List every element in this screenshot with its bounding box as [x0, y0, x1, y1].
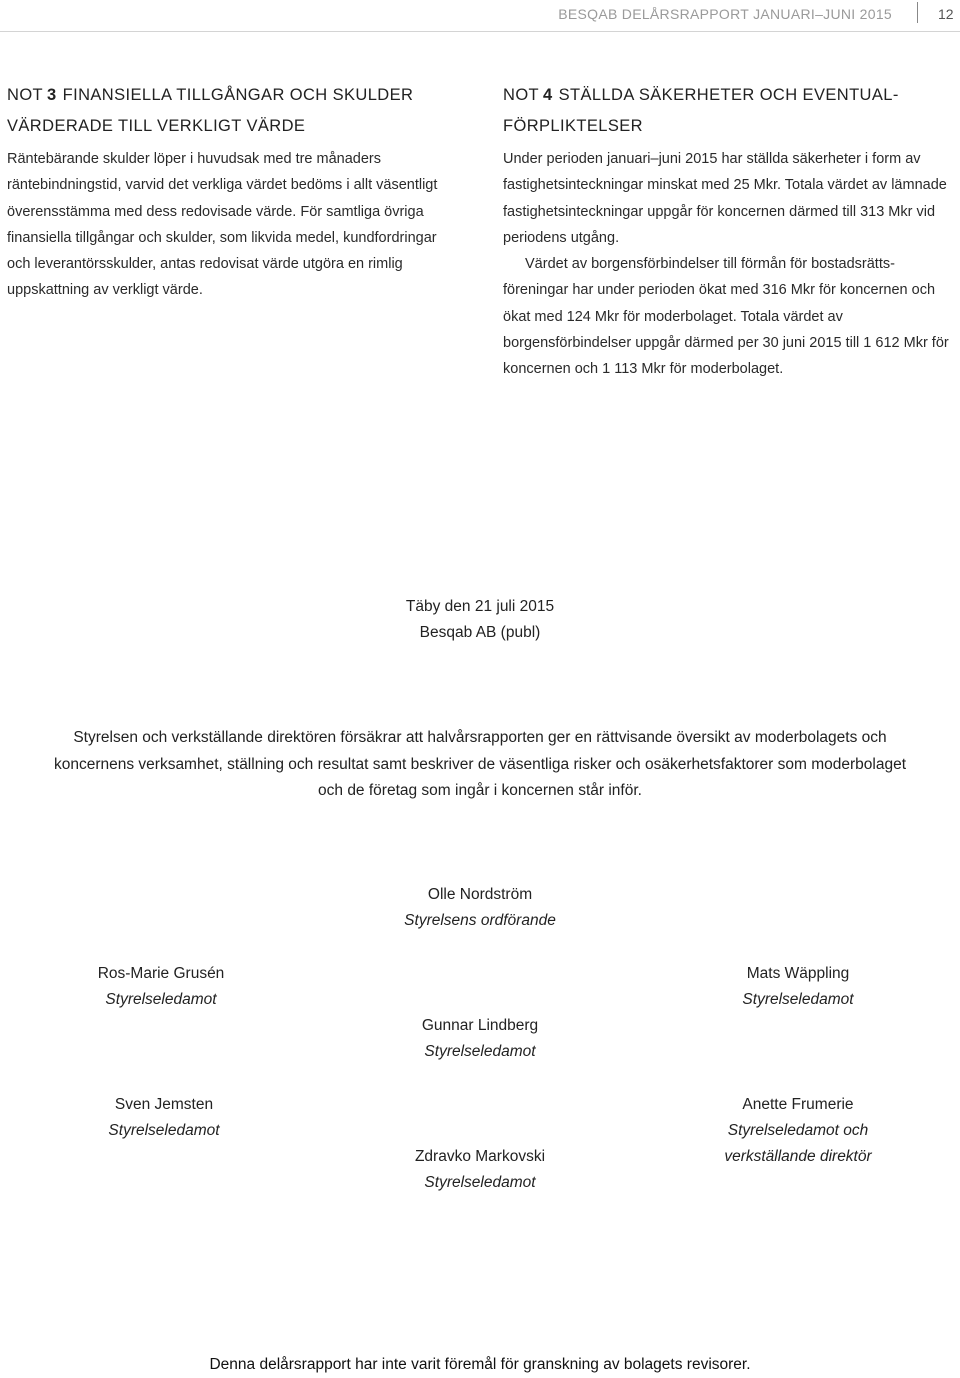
- audit-note: Denna delårsrapport har inte varit föremål för granskning av bolagets revisorer.: [209, 1356, 751, 1373]
- signatory-role: Styrelseledamot: [108, 1122, 220, 1139]
- signature-gunnar-lindberg: [350, 1013, 610, 1065]
- signature-chairman: [350, 882, 610, 934]
- signatory-name: Gunnar Lindberg: [421, 1017, 539, 1034]
- note-4-heading: [503, 80, 953, 142]
- note-4-paragraph-1: Under perioden januari–juni 2015 har ställda säkerheter i form av fastighetsinteckningar minskat med 25 Mkr. Totala värdet av lämnade fastighetsinteckningar uppgår för koncernen därmed till 313 Mkr vid periodens utgång.: [503, 151, 947, 246]
- signatory-name: Ros-Marie Grusén: [97, 965, 225, 982]
- note-3-number: 3: [47, 86, 57, 104]
- note-4-section: [503, 80, 953, 383]
- signatory-role: Styrelseledamot och verkställande direktör: [724, 1122, 872, 1165]
- signature-zdravko-markovski: [350, 1144, 610, 1196]
- signature-sven-jemsten: [34, 1092, 294, 1144]
- signatory-role: Styrelseledamot: [105, 991, 217, 1008]
- note-4-prefix: NOT: [503, 86, 540, 104]
- note-3-title-line1: FINANSIELLA TILLGÅNGAR OCH SKULDER: [62, 86, 414, 104]
- place-date-block: [0, 594, 960, 646]
- signatory-name: Mats Wäppling: [746, 965, 850, 982]
- note-4-title-line1: STÄLLDA SÄKERHETER OCH EVENTUAL-: [558, 86, 899, 104]
- signatory-role: Styrelseledamot: [424, 1043, 536, 1060]
- header-rule: [0, 31, 960, 32]
- signatory-role: Styrelseledamot: [742, 991, 854, 1008]
- note-4-title-line2: FÖRPLIKTELSER: [503, 117, 643, 135]
- signatory-role: Styrelseledamot: [424, 1174, 536, 1191]
- signature-mats-wappling: [668, 961, 928, 1013]
- note-3-prefix: NOT: [7, 86, 44, 104]
- place-date: Täby den 21 juli 2015: [405, 598, 555, 615]
- signatory-name: Zdravko Markovski: [414, 1148, 546, 1165]
- signature-ros-marie-grusen: [31, 961, 291, 1013]
- note-3-heading: [7, 80, 457, 142]
- page-number: 12: [938, 6, 954, 22]
- note-4-number: 4: [543, 86, 553, 104]
- report-header-title: BESQAB DELÅRSRAPPORT JANUARI–JUNI 2015: [558, 6, 892, 22]
- board-statement: Styrelsen och verkställande direktören försäkrar att halvårsrapporten ger en rättvisande översikt av moderbolagets och koncernens verksamhet, ställning och resultat samt beskriver de väsentliga risker och osäkerhetsfaktorer som moderbolaget och de företag som ingår i koncernen står inför.: [53, 729, 907, 799]
- header-divider: [917, 2, 918, 23]
- note-3-paragraph: Räntebärande skulder löper i huvudsak med tre månaders räntebindningstid, varvid det verkliga värdet bedöms i allt väsentligt överensstämma med dess redovisade värde. För samtliga övriga finansiella tillgångar och skulder, som likvida medel, kundfordringar och leverantörsskulder, antas redovisat värde utgöra en rimlig uppskattning av verkligt värde.: [7, 151, 438, 299]
- signatory-name: Olle Nordström: [427, 886, 533, 903]
- signatory-role: Styrelsens ordförande: [404, 912, 556, 929]
- signature-anette-frumerie: [668, 1092, 928, 1170]
- signatory-name: Sven Jemsten: [114, 1096, 214, 1113]
- signatory-name: Anette Frumerie: [742, 1096, 854, 1113]
- note-3-section: [7, 80, 457, 304]
- note-4-paragraph-2: Värdet av borgensförbindelser till förmån för bostadsrättsföreningar har under perioden ökat med 316 Mkr för koncernen och ökat med 124 Mkr för moderbolaget. Totala värdet av borgensförbindelser uppgår därmed per 30 juni 2015 till 1 612 Mkr för koncernen och 1 113 Mkr för moderbolaget.: [503, 256, 949, 378]
- company-name: Besqab AB (publ): [419, 624, 541, 641]
- note-3-title-line2: VÄRDERADE TILL VERKLIGT VÄRDE: [7, 117, 306, 135]
